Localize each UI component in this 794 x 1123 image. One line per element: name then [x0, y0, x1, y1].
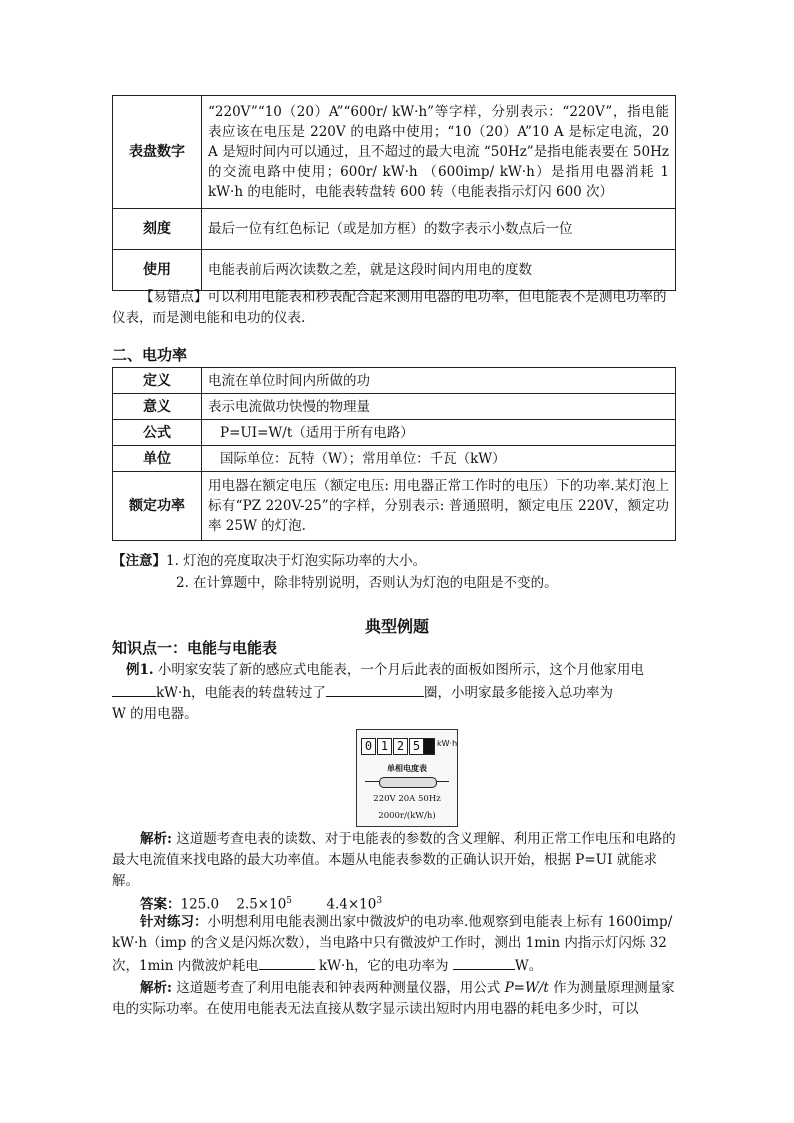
answer-value-3: 4.4×10: [326, 896, 377, 913]
table-row: [113, 96, 676, 209]
knowledge-point-heading: 知识点一：电能与电能表: [112, 639, 278, 657]
meter-digit: 5: [409, 738, 424, 755]
row-text: 最后一位有红色标记（或是加方框）的数字表示小数点后一位: [202, 209, 676, 250]
formula: P=W/t: [504, 980, 549, 996]
analysis-text: 这道题考查了利用电能表和钟表两种测量仪器，用公式: [171, 980, 505, 996]
practice-text: 小明想利用电能表测出家中微波炉的电功率.他观察到电能表上标有 1600imp/ kW·h（imp 的含义是闪烁次数），当电路中只有微波炉工作时，测出 1min 内指示灯闪烁 32 次，1min 内微波炉耗电: [112, 914, 673, 974]
table-row: [113, 446, 676, 472]
electric-power-table: [112, 367, 676, 541]
answer-blank: [326, 681, 424, 697]
analysis-text: 这道题考查电表的读数、对于电能表的参数的含义理解、利用正常工作电压和电路的最大电流值来找电路的最大功率值。本题从电能表参数的正确认识开始，根据 P=UI 就能求解。: [112, 831, 676, 889]
example-text: W 的用电器。: [112, 706, 198, 722]
meter-digit: 1: [377, 738, 392, 755]
electric-meter-image: [356, 729, 458, 827]
row-text: 国际单位：瓦特（W）；常用单位：千瓦（kW）: [202, 446, 676, 472]
answer-blank: [453, 954, 515, 970]
example-text: 小明家安装了新的感应式电能表，一个月后此表的面板如图所示，这个月他家用电: [153, 662, 644, 678]
meter-digit: 2: [393, 738, 408, 755]
answer-exponent: 5: [286, 896, 293, 906]
row-header: 意义: [113, 394, 202, 420]
analysis-1: [112, 829, 678, 892]
answer-blank: [112, 681, 156, 697]
row-text: 电流在单位时间内所做的功: [202, 368, 676, 394]
note-line-2: 2. 在计算题中，除非特别说明，否则认为灯泡的电阻是不变的。: [176, 575, 558, 591]
table-row: [113, 394, 676, 420]
row-header: 表盘数字: [113, 96, 202, 209]
answer-blank: [259, 954, 315, 970]
answer-exponent: 3: [376, 896, 383, 906]
row-text: 表示电流做功快慢的物理量: [202, 394, 676, 420]
answer-value-2: 2.5×10: [236, 896, 287, 913]
analysis-2: [112, 978, 678, 1020]
practice-label: 针对练习：: [140, 914, 208, 930]
example-label: 例1.: [126, 662, 154, 678]
analysis-text: 作为测量原理测量家电的实际功率。在使用电能表无法直接从数字显示读出短时内用电器的耗电多少时，可以: [112, 980, 675, 1017]
row-text: “220V”“10（20）A”“600r/ kW·h”等字样，分别表示：“220V”，指电能表应该在电压是 220V 的电路中使用；“10（20）A”10 A 是标定电流，20 A 是短时间内可以通过，且不超过的最大电流 “50Hz”是指电能表要在 50Hz 的交流电路中使用；600r/ kW·h （600imp/ kW·h）是指用电器消耗 1 kW·h 的电能时，电能表转盘转 600 转（电能表指示灯闪 600 次）: [202, 96, 676, 209]
row-text: 用电器在额定电压（额定电压: 用电器正常工作时的电压）下的功率.某灯泡上标有“PZ 220V-25”的字样，分别表示: 普通照明，额定电压 220V，额定功率 25W 的灯泡.: [202, 472, 676, 541]
analysis-label: 解析:: [140, 980, 172, 996]
row-header: 使用: [113, 250, 202, 291]
row-header: 刻度: [113, 209, 202, 250]
note-text: 1. 灯泡的亮度取决于灯泡实际功率的大小。: [166, 553, 427, 569]
row-text: 电能表前后两次读数之差，就是这段时间内用电的度数: [202, 250, 676, 291]
answer-label: 答案：: [140, 896, 181, 913]
mistake-note: 【易错点】可以利用电能表和秒表配合起来测用电器的电功率，但电能表不是测电功率的仪表，而是测电能和电功的仪表.: [112, 289, 667, 326]
table-row: [113, 209, 676, 250]
table-row: [113, 250, 676, 291]
note-line-1: [112, 551, 678, 572]
meter-dial: [379, 777, 437, 788]
meter-parameters-table: [112, 95, 676, 291]
table-row: [113, 472, 676, 541]
examples-title: 典型例题: [364, 617, 429, 636]
meter-constant: 2000r/(kW/h): [378, 811, 436, 821]
table-row: [113, 420, 676, 446]
meter-rating: 220V 20A 50Hz: [373, 794, 441, 804]
meter-name: 单相电度表: [387, 764, 427, 773]
section-heading: 二、电功率: [112, 346, 188, 364]
meter-digit: 0: [361, 738, 376, 755]
meter-digit-decimal: 0: [423, 738, 435, 755]
row-header: 单位: [113, 446, 202, 472]
table-row: [113, 368, 676, 394]
practice-text: W。: [514, 958, 543, 974]
practice-text: kW·h，它的电功率为: [314, 958, 453, 974]
row-header: 定义: [113, 368, 202, 394]
answer-value-1: 125.0: [180, 896, 220, 913]
note-label: 【注意】: [112, 553, 166, 569]
row-header: 额定功率: [113, 472, 202, 541]
row-header: 公式: [113, 420, 202, 446]
example-text: 圈，小明家最多能接入总功率为: [424, 685, 614, 701]
meter-unit: kW·h: [437, 739, 458, 748]
practice-exercise: [112, 912, 678, 977]
analysis-label: 解析:: [140, 831, 172, 847]
row-text: P=UI=W/t（适用于所有电路）: [202, 420, 676, 446]
example-1: [112, 660, 678, 725]
example-text: kW·h，电能表的转盘转过了: [156, 685, 327, 701]
